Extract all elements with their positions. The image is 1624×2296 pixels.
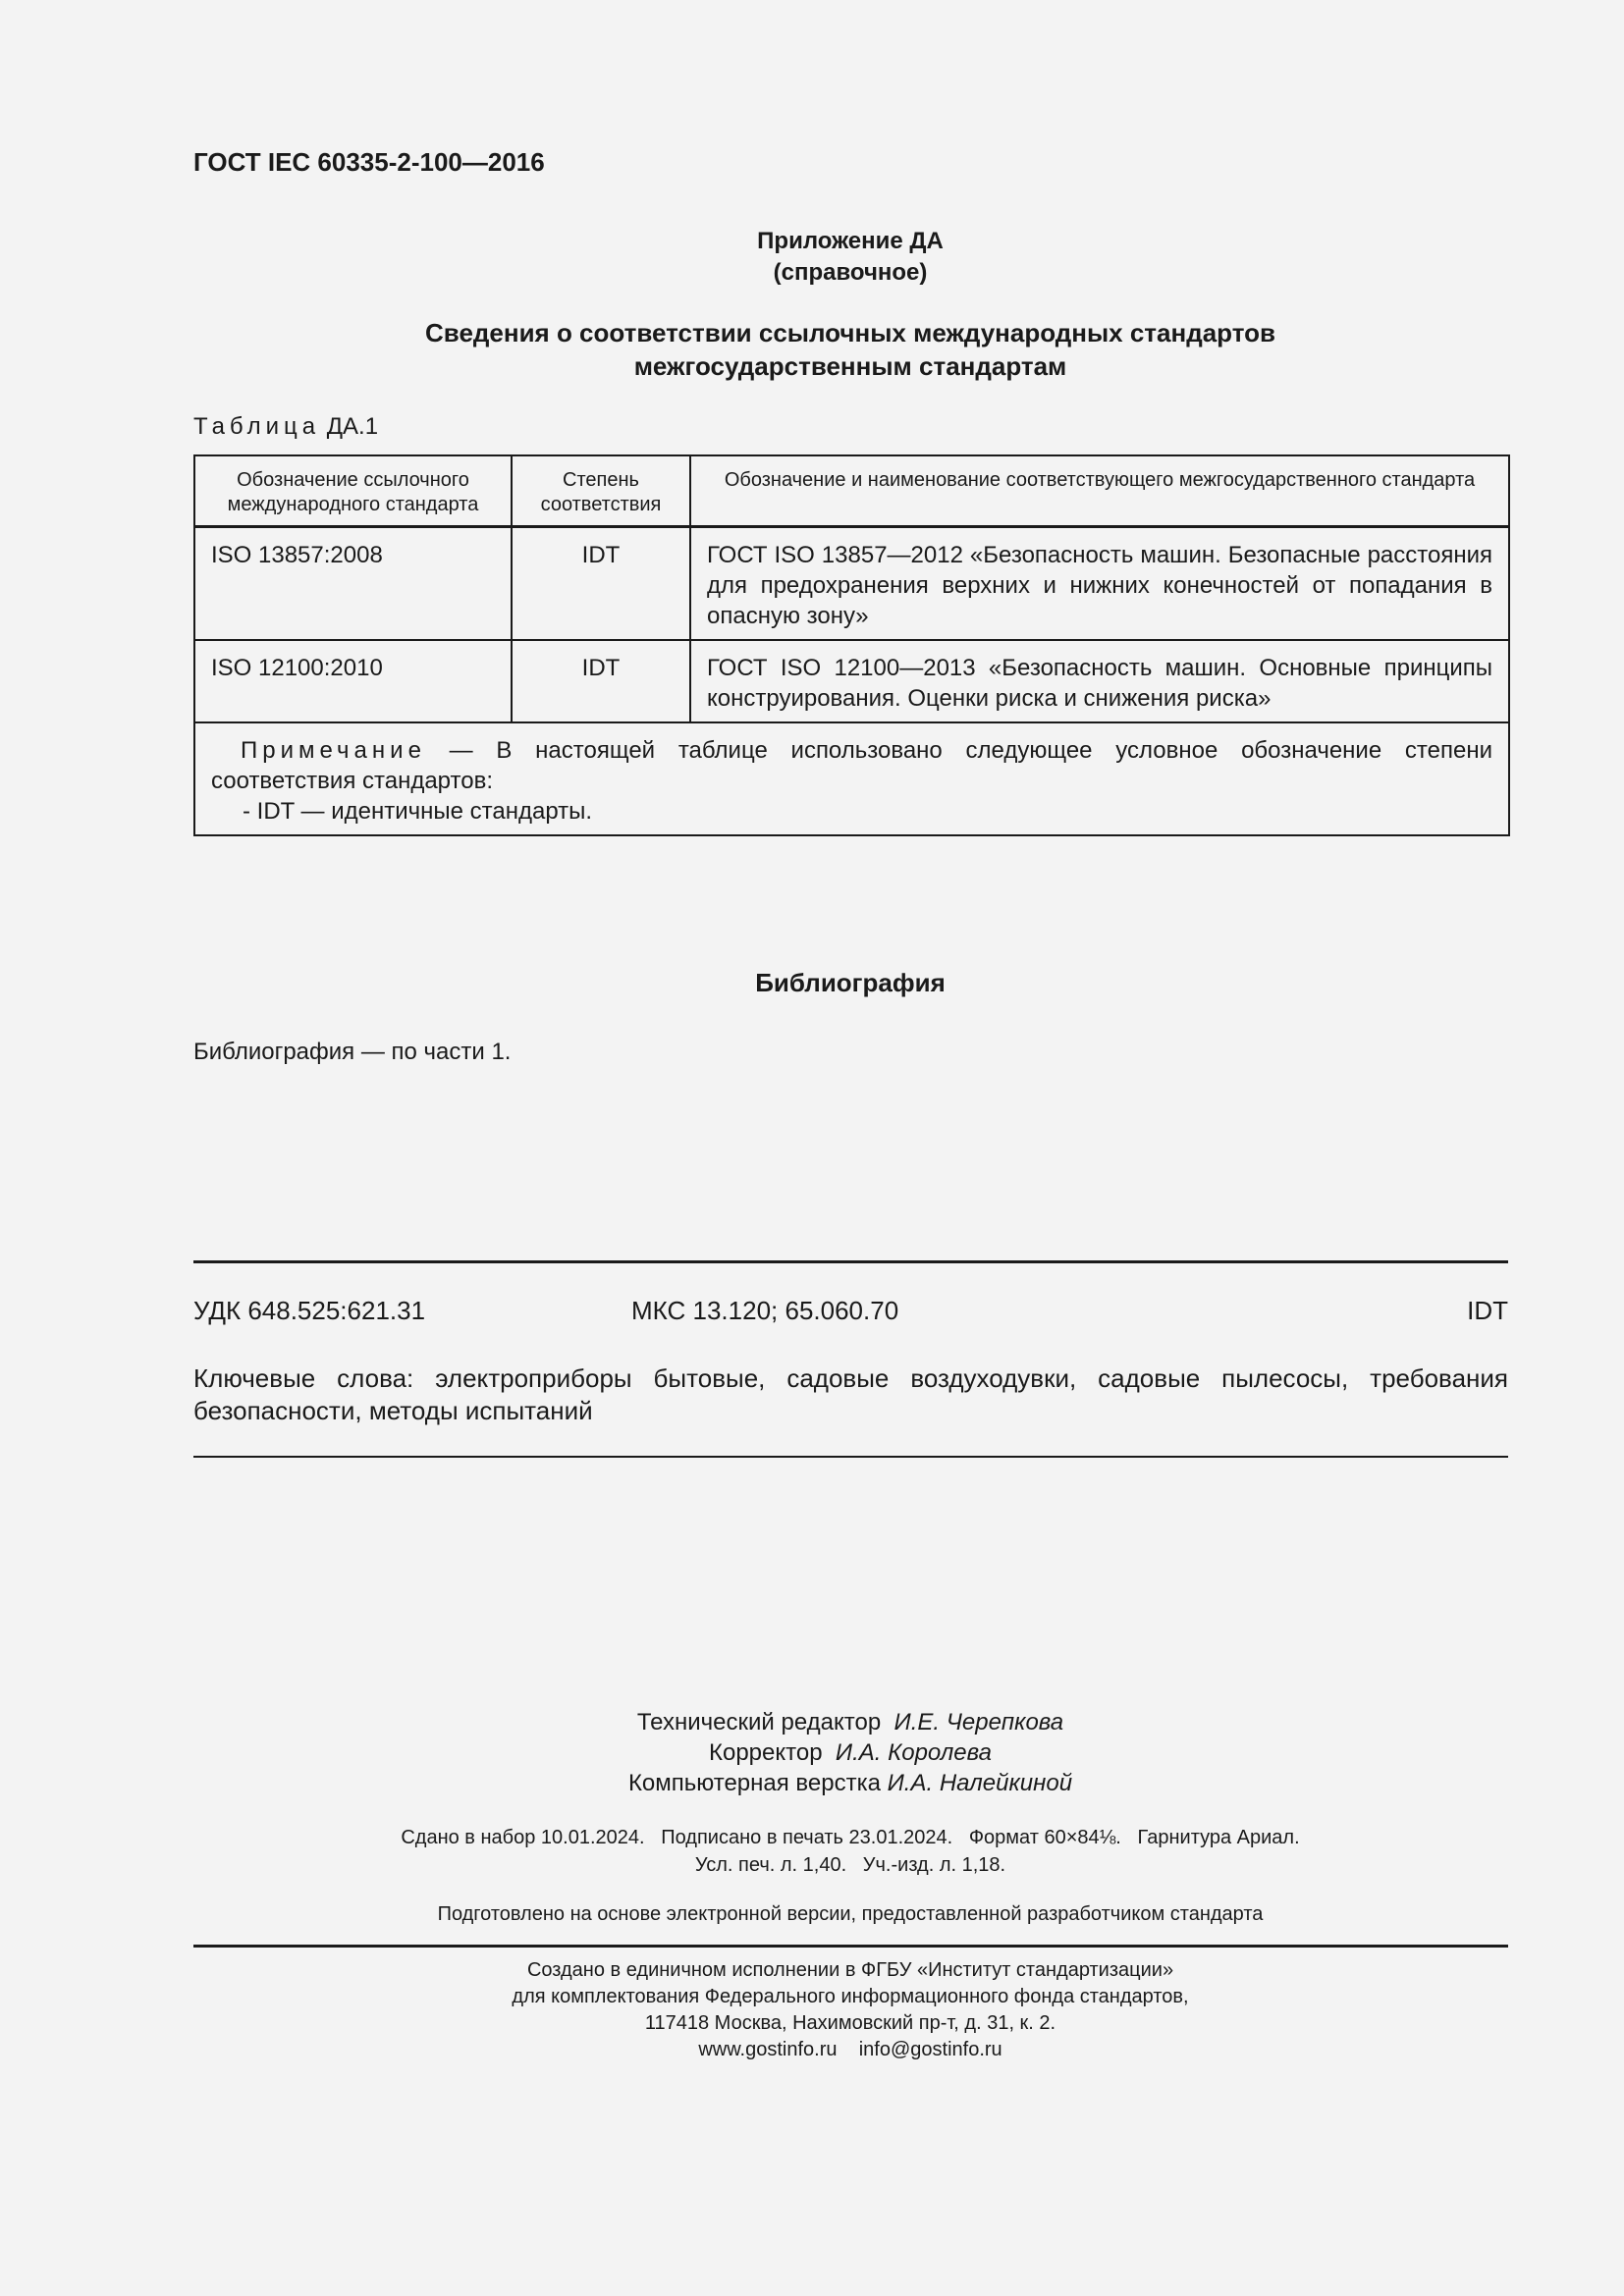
cell-gost-standard: ГОСТ ISO 13857—2012 «Безопасность машин. Безопасные расстояния для предохранения верхних и нижних конечностей от попадания в опасную зону» (690, 527, 1509, 641)
section-title (193, 316, 1507, 383)
publisher-info (193, 1957, 1507, 2063)
cell-degree: IDT (512, 527, 690, 641)
divider-top (193, 1260, 1508, 1263)
layout-label: Компьютерная верстка (627, 1770, 881, 1796)
section-title-line1: Сведения о соответствии ссылочных международных стандартов (425, 318, 1275, 347)
bibliography-title: Библиография (755, 968, 946, 997)
note-paragraph (211, 735, 1492, 796)
degree-code: IDT (1467, 1296, 1508, 1325)
layout-name: И.А. Налейкиной (887, 1770, 1073, 1796)
corrector-label: Корректор (709, 1739, 823, 1766)
tech-editor-line (193, 1707, 1507, 1737)
appendix-heading (193, 226, 1507, 289)
table-label-number: ДА.1 (326, 413, 379, 440)
prepared-note: Подготовлено на основе электронной версии, предоставленной разработчиком стандарта (437, 1903, 1264, 1925)
note-text: — В настоящей таблице использовано следующее условное обозначение степени соответствия стандартов: (211, 737, 1492, 794)
bibliography-text: Библиография — по части 1. (193, 1039, 512, 1065)
header-gost-standard: Обозначение и наименование соответствующего межгосударственного стандарта (690, 455, 1509, 527)
table-note-row (194, 722, 1509, 835)
table-header-row (194, 455, 1509, 527)
table-note (194, 722, 1509, 835)
header-intl-standard: Обозначение ссылочного международного стандарта (194, 455, 512, 527)
publisher-line4: www.gostinfo.ru info@gostinfo.ru (698, 2039, 1002, 2060)
section-title-line2: межгосударственным стандартам (633, 351, 1067, 381)
cell-degree: IDT (512, 640, 690, 722)
table-row (194, 527, 1509, 641)
keywords: Ключевые слова: электроприборы бытовые, садовые воздуходувки, садовые пылесосы, требования безопасности, методы испытаний (193, 1363, 1508, 1425)
udk-code: УДК 648.525:621.31 (193, 1296, 426, 1325)
print-info (193, 1824, 1507, 1879)
publisher-line3: 117418 Москва, Нахимовский пр-т, д. 31, к. 2. (644, 2012, 1056, 2034)
tech-editor-label: Технический редактор (636, 1709, 882, 1735)
cell-intl-standard: ISO 12100:2010 (194, 640, 512, 722)
publisher-line2: для комплектования Федерального информационного фонда стандартов, (512, 1986, 1189, 2007)
classification-row (193, 1296, 1508, 1327)
table-label-word: Таблица (193, 413, 321, 440)
mks-code: МКС 13.120; 65.060.70 (631, 1296, 899, 1325)
appendix-title: Приложение ДА (757, 228, 944, 254)
document-code: ГОСТ IEC 60335-2-100—2016 (193, 147, 545, 177)
cell-gost-standard: ГОСТ ISO 12100—2013 «Безопасность машин. Основные принципы конструирования. Оценки риска и снижения риска» (690, 640, 1509, 722)
corrector-name: И.А. Королева (835, 1739, 992, 1766)
layout-line (193, 1768, 1507, 1798)
credits (193, 1707, 1507, 1798)
publisher-line1: Создано в единичном исполнении в ФГБУ «Институт стандартизации» (526, 1959, 1174, 1981)
correspondence-table (193, 454, 1510, 836)
print-info-line1: Сдано в набор 10.01.2024. Подписано в печать 23.01.2024. Формат 60×84⅛. Гарнитура Ариал. (401, 1827, 1300, 1848)
header-degree: Степень соответствия (512, 455, 690, 527)
note-label: Примечание (241, 737, 426, 764)
note-item: - IDT — идентичные стандарты. (243, 798, 593, 825)
corrector-line (193, 1737, 1507, 1768)
print-info-line2: Усл. печ. л. 1,40. Уч.-изд. л. 1,18. (694, 1854, 1006, 1876)
cell-intl-standard: ISO 13857:2008 (194, 527, 512, 641)
table-label (193, 413, 378, 441)
divider-bottom (193, 1945, 1508, 1948)
appendix-subtitle: (справочное) (773, 259, 928, 286)
tech-editor-name: И.Е. Черепкова (893, 1709, 1064, 1735)
table-row (194, 640, 1509, 722)
divider-keywords (193, 1456, 1508, 1458)
